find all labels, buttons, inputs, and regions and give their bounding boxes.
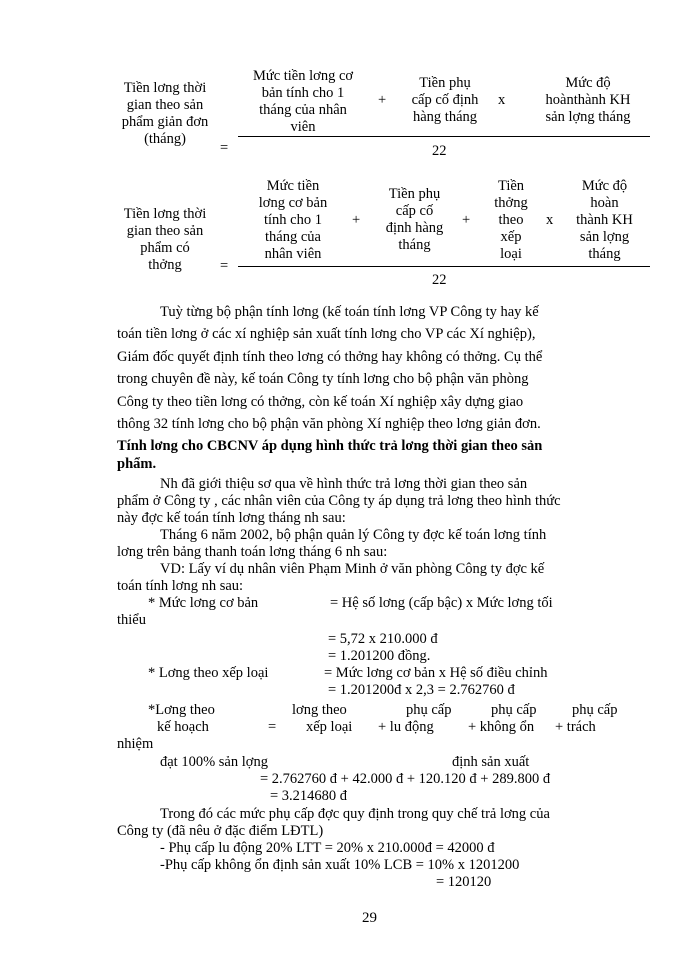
formula2-term4-line: Mức độ — [581, 178, 628, 194]
calc-step: = 5,72 x 210.000 đ — [328, 631, 438, 647]
formula1-term1-line: viên — [290, 119, 316, 135]
formula1-term1 — [238, 68, 368, 136]
formula2-left-line: gian theo sản — [126, 223, 204, 239]
formula2-term1-line: nhân viên — [264, 246, 322, 262]
paragraph-line: thông 32 tính lơng cho bộ phận văn phòng Xí nghiệp theo lơng giản đơn. — [117, 416, 541, 432]
formula2-op3: x — [546, 212, 554, 228]
formula1-term3-line: sản lợng tháng — [545, 109, 631, 125]
allowance-result: = 120120 — [436, 874, 492, 890]
paragraph-line: toán tiền lơng ở các xí nghiệp sản xuất tính lơng cho VP các Xí nghiệp), — [117, 326, 536, 342]
formula2-denominator: 22 — [432, 272, 447, 288]
paragraph-line: Tuỳ từng bộ phận tính lơng (kế toán tính lơng VP Công ty hay kế — [160, 304, 539, 320]
formula1-equals: = — [220, 140, 229, 156]
paragraph-line: Giám đốc quyết định tính theo lơng có thởng hay không có thởng. Cụ thể — [117, 349, 543, 365]
formula2-term3-line: thởng — [494, 195, 528, 211]
formula2-term3-line: Tiền — [497, 178, 525, 194]
formula2-equals: = — [220, 258, 229, 274]
formula2-term2-line: tháng — [398, 237, 431, 253]
formula1-op1: + — [378, 92, 387, 108]
formula2-term4 — [562, 178, 647, 263]
paragraph-line: phẩm ở Công ty , các nhân viên của Công ty áp dụng trả lơng theo hình thức — [117, 493, 561, 509]
formula1-term2 — [395, 75, 495, 126]
formula1-denominator: 22 — [432, 143, 447, 159]
formula2-term4-line: thành KH — [576, 212, 633, 228]
formula1-term2-line: hàng tháng — [412, 109, 478, 125]
formula1-term3-line: Mức độ — [565, 75, 611, 91]
calc-step: = 3.214680 đ — [270, 788, 348, 804]
paragraph-line: Công ty theo tiền lơng có thởng, còn kế toán Xí nghiệp xây dựng giao — [117, 394, 524, 410]
paragraph-line: trong chuyên đề này, kế toán Công ty tính lơng cho bộ phận văn phòng — [117, 371, 529, 387]
formula1-term1-line: bản tính cho 1 — [261, 85, 345, 101]
plan-cell: đạt 100% sản lợng — [160, 754, 268, 770]
paragraph-line: lơng trên bảng thanh toán lơng tháng 6 nh sau: — [117, 544, 388, 560]
calc-step: = 2.762760 đ + 42.000 đ + 120.120 đ + 289.800 đ — [260, 771, 551, 787]
calc-step: = 1.201200 đồng. — [328, 648, 431, 664]
plan-cell: phụ cấp — [406, 702, 452, 718]
plan-cell: *Lơng theo — [148, 702, 215, 718]
formula1-op2: x — [498, 92, 506, 108]
formula2-term4-line: hoàn — [590, 195, 619, 211]
paragraph-line: Công ty (đã nêu ở đặc điểm LĐTL) — [117, 823, 324, 839]
formula2-op1: + — [352, 212, 361, 228]
formula2-term1 — [238, 178, 348, 263]
paragraph-line: VD: Lấy ví dụ nhân viên Phạm Minh ở văn phòng Công ty đợc kế — [160, 561, 545, 577]
formula1-left-line: Tiền lơng thời — [123, 80, 207, 96]
formula2-term1-line: lơng cơ bản — [258, 195, 328, 211]
calc-label: * Lơng theo xếp loại — [148, 665, 269, 681]
heading-line: Tính lơng cho CBCNV áp dụng hình thức trả lơng thời gian theo sản — [117, 438, 543, 454]
plan-cell: phụ cấp — [572, 702, 618, 718]
paragraph-line: toán tính lơng nh sau: — [117, 578, 244, 594]
plan-cell: + lu động — [378, 719, 434, 735]
formula1-term3 — [528, 75, 648, 126]
formula2-term3-line: theo — [498, 212, 524, 228]
calc-formula: = Mức lơng cơ bản x Hệ số điều chỉnh — [324, 665, 548, 681]
formula2-term4-line: tháng — [588, 246, 621, 262]
formula2-left — [100, 206, 230, 274]
page-number: 29 — [362, 910, 377, 926]
paragraph-line: Trong đó các mức phụ cấp đợc quy định trong quy chế trả lơng của — [160, 806, 550, 822]
calc-formula: = Hệ số lơng (cấp bậc) x Mức lơng tối — [330, 595, 553, 611]
calc-step: = 1.201200đ x 2,3 = 2.762760 đ — [328, 682, 515, 698]
plan-cell: xếp loại — [306, 719, 353, 735]
formula1-term1-line: tháng của nhân — [259, 102, 347, 118]
formula1-term3-line: hoànthành KH — [545, 92, 631, 108]
formula1-term1-line: Mức tiền lơng cơ — [252, 68, 354, 84]
formula2-term2 — [372, 186, 457, 254]
plan-cell: định sản xuất — [452, 754, 530, 770]
plan-cell: lơng theo — [292, 702, 347, 718]
paragraph-line: Tháng 6 năm 2002, bộ phận quản lý Công ty đợc kế toán lơng tính — [160, 527, 547, 543]
formula1-left — [100, 80, 230, 148]
formula2-term3-line: loại — [500, 246, 522, 262]
formula1-term2-line: Tiền phụ — [419, 75, 471, 91]
formula2-term1-line: tính cho 1 — [264, 212, 322, 228]
formula2-term1-line: tháng của — [265, 229, 321, 245]
formula2-term2-line: Tiền phụ — [388, 186, 441, 202]
heading-line: phẩm. — [117, 456, 157, 472]
formula2-left-line: Tiền lơng thời — [123, 206, 207, 222]
formula1-left-line: phẩm giản đơn — [121, 114, 209, 130]
formula2-left-line: thởng — [148, 257, 182, 273]
allowance-item: - Phụ cấp lu động 20% LTT = 20% x 210.000đ = 42000 đ — [160, 840, 495, 856]
formula1-term2-line: cấp cố định — [411, 92, 479, 108]
formula2-term3 — [482, 178, 540, 263]
formula2-term2-line: cấp cố — [395, 203, 434, 219]
formula2-term2-line: định hàng — [385, 220, 444, 236]
allowance-item: -Phụ cấp không ổn định sản xuất 10% LCB = 10% x 1201200 — [160, 857, 520, 873]
calc-formula-wrap: thiểu — [117, 612, 146, 628]
formula2-op2: + — [462, 212, 471, 228]
formula2-left-line: phẩm có — [140, 240, 190, 256]
formula1-left-line: (tháng) — [144, 131, 186, 147]
plan-cell: phụ cấp — [491, 702, 537, 718]
formula2-term3-line: xếp — [500, 229, 522, 245]
formula2-term1-line: Mức tiền — [266, 178, 320, 194]
plan-cell: + không ổn — [468, 719, 535, 735]
paragraph-line: này đợc kế toán tính lơng tháng nh sau: — [117, 510, 346, 526]
calc-label: * Mức lơng cơ bản — [148, 595, 259, 611]
plan-cell: nhiệm — [117, 736, 154, 752]
formula1-fraction-bar — [238, 136, 650, 137]
formula2-fraction-bar — [238, 266, 650, 267]
formula1-left-line: gian theo sản — [126, 97, 204, 113]
paragraph-line: Nh đã giới thiệu sơ qua về hình thức trả lơng thời gian theo sản — [160, 476, 528, 492]
plan-cell: kế hoạch — [157, 719, 209, 735]
formula2-term4-line: sản lợng — [579, 229, 630, 245]
plan-cell: + trách — [555, 719, 596, 735]
plan-cell: = — [268, 719, 277, 735]
